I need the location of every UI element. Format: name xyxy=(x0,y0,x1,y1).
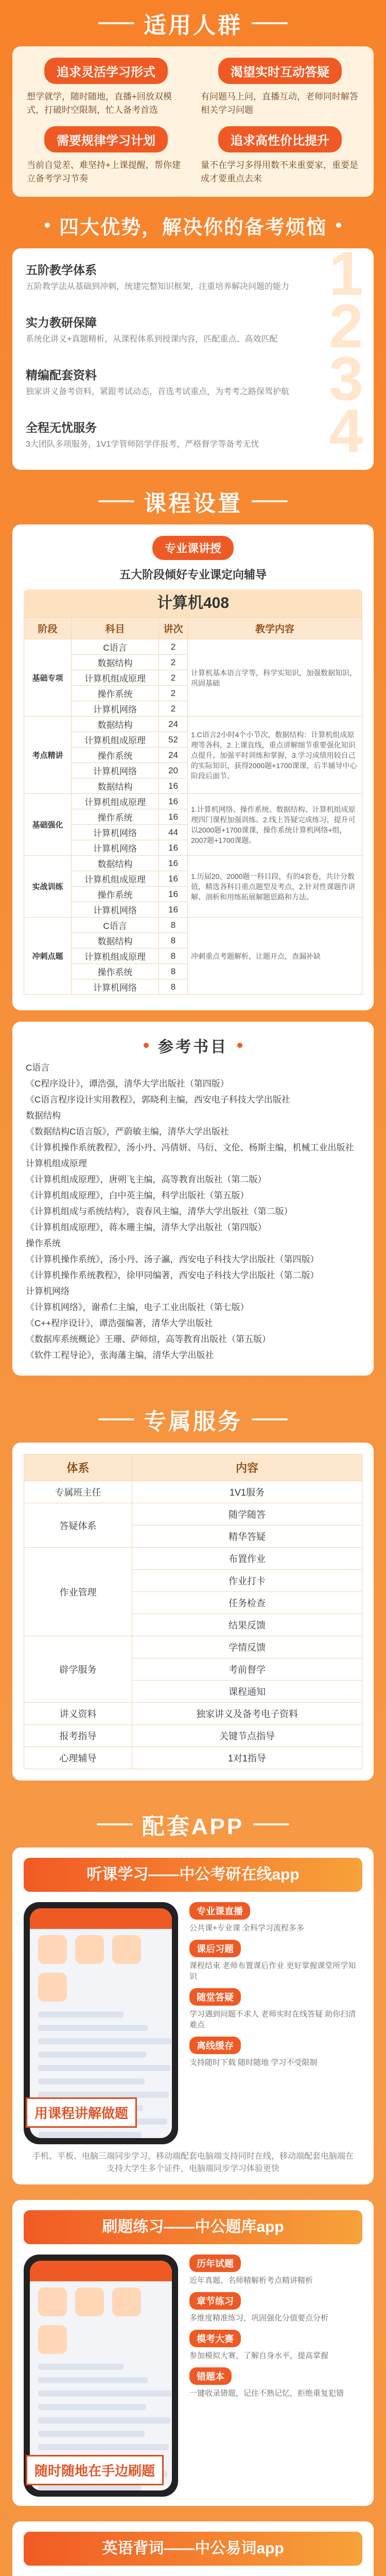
audience-item-tag: 追求灵活学习形式 xyxy=(44,58,168,84)
app-feature xyxy=(189,2037,362,2068)
subject-cell: 计算机网络 xyxy=(72,825,159,840)
sessions-cell: 2 xyxy=(159,639,188,655)
sessions-cell: 2 xyxy=(159,655,188,670)
title-dash xyxy=(252,1418,288,1420)
services-system: 专属班主任 xyxy=(24,1481,132,1503)
advantage-title: 五阶教学体系 xyxy=(26,263,97,277)
title-dot xyxy=(144,1043,149,1048)
phone-text-line xyxy=(38,2444,169,2450)
advantage-number: 3 xyxy=(329,344,363,413)
audience-item-tag: 追求高性价比提升 xyxy=(218,126,342,152)
app-feature xyxy=(189,2367,362,2399)
sessions-cell: 16 xyxy=(159,840,188,856)
book-line: 《软件工程导论》，张海藩主编，清华大学出版社 xyxy=(26,1350,214,1360)
audience-item-desc: 量不在学习多得用数不来重要家，重要是成才要重点去来 xyxy=(201,160,358,183)
apps-list xyxy=(12,1848,374,2576)
app-card xyxy=(12,1848,374,2184)
title-dash xyxy=(98,1418,134,1420)
app-feature-desc: 支持随时下载 随时随地 学习不受限制 xyxy=(189,2058,318,2067)
sessions-cell: 16 xyxy=(159,778,188,794)
subject-cell: 计算机网络 xyxy=(72,840,159,856)
content-cell: 1.计算机网络、操作系统、数据结构、计算机组成原理四门课程加强训练。2.线上答疑完成练习，提升可以2000题+1700课课，操作系统计算机网络+组，2007题+1700课题。 xyxy=(188,794,362,856)
book-line: 《计算机操作系统》，汤小丹、汤子瀛，西安电子科技大学出版社（第四版） xyxy=(26,1255,319,1264)
services-row xyxy=(24,1747,362,1769)
services-item: 任务检查 xyxy=(132,1592,362,1614)
sessions-cell: 2 xyxy=(159,670,188,686)
title-dash xyxy=(252,500,288,502)
services-row xyxy=(24,1548,362,1570)
services-item: 结果反馈 xyxy=(132,1614,362,1636)
phone-tile-icon xyxy=(112,1935,141,1964)
services-header-cell: 内容 xyxy=(132,1454,362,1481)
subject-cell: 操作系统 xyxy=(72,748,159,763)
content-cell: 1.历届20、2000题一科目段，有的4套卷，共计分数值，精选各科目重点题型及考点，2.针对性课题作讲解、剖析和用练拓展解题思路和方法。 xyxy=(188,856,362,918)
services-row xyxy=(24,1725,362,1747)
title-dash xyxy=(253,1823,289,1825)
audience-grid xyxy=(12,46,374,197)
advantage-item xyxy=(12,397,374,466)
audience-item xyxy=(198,126,362,185)
app-card xyxy=(12,2521,374,2576)
services-row xyxy=(24,1703,362,1725)
app-feature xyxy=(189,2255,362,2286)
curriculum-subtitle: 五大阶段倾好专业课定向辅导 xyxy=(119,568,267,581)
sessions-cell: 24 xyxy=(159,717,188,732)
services-item: 精华答疑 xyxy=(132,1526,362,1548)
book-line: 计算机组成原理 xyxy=(26,1159,87,1168)
audience-item xyxy=(24,126,188,185)
services-system: 作业管理 xyxy=(24,1548,132,1636)
book-line: 计算机网络 xyxy=(26,1286,69,1296)
audience-card xyxy=(12,46,374,197)
advantage-title: 实力教研保障 xyxy=(26,316,97,329)
services-row xyxy=(24,1503,362,1526)
app-stamp: 用课程讲解做题 xyxy=(26,2097,137,2128)
app-feature-desc: 课程结束 老师布置课后作业 更好掌握课堂所学知识 xyxy=(189,1961,356,1981)
audience-title-text: 适用人群 xyxy=(144,13,242,38)
services-title-text: 专属服务 xyxy=(144,1409,242,1434)
book-line: 《数据结构C语言版》，严蔚敏主编，清华大学出版社 xyxy=(26,1127,229,1137)
services-item: 作业打卡 xyxy=(132,1570,362,1592)
app-feature xyxy=(189,2330,362,2361)
phone-tile-icon xyxy=(38,2325,67,2354)
table-row xyxy=(24,794,362,809)
app-feature-list xyxy=(189,1902,362,2144)
app-feature-tag: 历年试题 xyxy=(189,2255,241,2272)
books-title-text: 参考书目 xyxy=(158,1039,228,1056)
services-system: 心理辅导 xyxy=(24,1747,132,1769)
app-feature-desc: 多维度精准练习，巩固强化分值要点分析 xyxy=(189,2314,329,2323)
services-system: 答疑体系 xyxy=(24,1503,132,1548)
phone-tile-icon xyxy=(38,2287,67,2316)
stage-name: 基础强化 xyxy=(24,794,72,856)
app-feature-desc: 公共课+专业课 全科学习流程多多 xyxy=(189,1924,304,1933)
sessions-cell: 2 xyxy=(159,701,188,717)
sessions-cell: 8 xyxy=(159,964,188,979)
book-line: 数据结构 xyxy=(26,1111,61,1121)
phone-text-line xyxy=(38,2417,170,2424)
subject-cell: 数据结构 xyxy=(72,778,159,794)
title-dot xyxy=(45,223,50,228)
services-item: 独家讲义及备考电子资料 xyxy=(132,1703,362,1725)
audience-section xyxy=(12,0,374,197)
table-header-row xyxy=(24,618,362,639)
subject-cell: 计算机网络 xyxy=(72,701,159,717)
services-system: 报考指导 xyxy=(24,1725,132,1747)
curriculum-title-text: 课程设置 xyxy=(144,491,242,516)
stage-name: 冲刺点题 xyxy=(24,918,72,995)
books-title xyxy=(26,1031,360,1060)
services-header-row xyxy=(24,1454,362,1481)
book-line: 《计算机网络》，谢希仁主编，电子工业出版社（第七版） xyxy=(26,1302,249,1312)
content-cell: 计算机基本语言学等，科学实知识，加强数据知识，巩固基础 xyxy=(188,639,362,717)
audience-item-desc: 有问题马上问，直播互动，老师同时解答相关学习问题 xyxy=(201,92,358,115)
books-list xyxy=(26,1060,360,1363)
books-card xyxy=(12,1022,374,1376)
curriculum-title xyxy=(12,478,374,524)
table-header-cell: 阶段 xyxy=(24,618,72,639)
sessions-cell: 16 xyxy=(159,794,188,809)
sessions-cell: 8 xyxy=(159,948,188,964)
book-line: 《计算机组成与系统结构》，袁春风主编，清华大学出版社（第二版） xyxy=(26,1207,293,1216)
advantage-desc: 独家讲义备考资料，紧跟考试动态，首选考试重点，为考考之路保驾护航 xyxy=(26,387,290,396)
services-item: 布置作业 xyxy=(132,1548,362,1570)
phone-tile-icon xyxy=(75,2287,104,2316)
book-line: 《计算机组成原理》，蒋本珊主编，清华大学出版社（第四版） xyxy=(26,1223,267,1232)
apps-section xyxy=(12,1801,374,2576)
app-feature xyxy=(189,1988,362,2030)
advantage-desc: 五阶教学法从基础到冲刺，统建完整知识框架，注重培养解决问题的能力 xyxy=(26,282,290,291)
app-note: 手机、平板、电脑三端同步学习，移动端配套电脑端支持同时在线，移动端配套电脑端在支持大学生多个证件，电脑端同步学习体验更快 xyxy=(32,2152,354,2173)
phone-tile-icon xyxy=(75,1935,104,1964)
subject-cell: C语言 xyxy=(72,639,159,655)
subject-cell: 计算机组成原理 xyxy=(72,794,159,809)
app-feature-tag: 课后习题 xyxy=(189,1940,241,1957)
advantage-title: 全程无忧服务 xyxy=(26,421,97,434)
sessions-cell: 16 xyxy=(159,887,188,902)
subject-cell: 数据结构 xyxy=(72,717,159,732)
phone-text-line xyxy=(38,2065,170,2071)
table-header-cell: 讲次 xyxy=(159,618,188,639)
advantage-item xyxy=(12,239,374,308)
app-feature-desc: 学习遇到问题不求人 老师实时在线答疑 助你扫清难点 xyxy=(189,2010,356,2029)
app-feature-tag: 错题本 xyxy=(189,2367,232,2385)
advantage-item xyxy=(12,292,374,361)
curriculum-subtitle-tag: 专业课讲授 xyxy=(152,536,234,560)
table-header-cell: 科目 xyxy=(72,618,159,639)
app-feature-list xyxy=(189,2255,362,2497)
sessions-cell: 16 xyxy=(159,871,188,887)
phone-text-line xyxy=(38,2404,146,2410)
table-row xyxy=(24,639,362,655)
services-row xyxy=(24,1481,362,1503)
advantage-number: 1 xyxy=(329,239,363,308)
advantages-title xyxy=(12,202,374,248)
phone-text-line xyxy=(38,2391,171,2397)
subject-cell: 计算机组成原理 xyxy=(72,670,159,686)
content-cell: 1.C语言2小时4个小节次，数据结构：计算机组成原理等各科，2.上课直线，重点讲解细节重要强化知识点提升。加强平时训练和掌握，3.学习成绩用较自己的实际知识，获得2000题+1700课课，后半辅导中心阶段后面节。 xyxy=(188,717,362,794)
app-feature-tag: 随堂答疑 xyxy=(189,1988,241,2006)
app-feature-tag: 章节练习 xyxy=(189,2292,241,2310)
services-system: 辟学服务 xyxy=(24,1636,132,1703)
app-feature-desc: 一键收录错题，记住不熟记忆，拒绝重复犯错 xyxy=(189,2389,344,2398)
title-dash xyxy=(97,1823,133,1825)
subject-cell: 操作系统 xyxy=(72,809,159,825)
services-header-cell: 体系 xyxy=(24,1454,132,1481)
services-item: 课程通知 xyxy=(132,1681,362,1703)
phone-text-line xyxy=(38,2078,145,2084)
curriculum-table xyxy=(24,617,362,995)
app-card xyxy=(12,2200,374,2506)
curriculum-card xyxy=(12,524,374,1010)
services-system: 讲义资料 xyxy=(24,1703,132,1725)
subject-cell: 数据结构 xyxy=(72,933,159,948)
sessions-cell: 44 xyxy=(159,825,188,840)
services-item: 关键节点指导 xyxy=(132,1725,362,1747)
phone-text-line xyxy=(38,2431,145,2437)
phone-text-line xyxy=(38,2364,124,2370)
phone-text-line xyxy=(38,2377,148,2383)
stage-name: 实战训练 xyxy=(24,856,72,918)
advantages-card xyxy=(12,239,374,470)
curriculum-subtitle-tag-wrap xyxy=(24,536,362,560)
phone-tile-icon xyxy=(38,1973,67,2002)
sessions-cell: 2 xyxy=(159,686,188,701)
advantage-number: 2 xyxy=(329,292,363,361)
app-feature-desc: 近年真题、名师精解析考点精讲精析 xyxy=(189,2276,313,2285)
book-line: 《计算机操作系统教程》，徐甲同编著，西安电子科技大学出版社（第二版） xyxy=(26,1270,319,1280)
services-section xyxy=(12,1396,374,1781)
title-dot xyxy=(237,1043,242,1048)
phone-status-bar xyxy=(30,2261,172,2281)
book-line: 《数据库系统概论》王珊、萨师煊，高等教育出版社（第五版） xyxy=(26,1334,271,1344)
book-line: 《C++程序设计》，谭浩强编著，清华大学出版社 xyxy=(26,1318,213,1328)
table-header-cell: 教学内容 xyxy=(188,618,362,639)
app-feature xyxy=(189,2292,362,2324)
subject-cell: 数据结构 xyxy=(72,655,159,670)
advantages-section xyxy=(12,202,374,470)
subject-cell: 计算机网络 xyxy=(72,763,159,778)
subject-cell: 操作系统 xyxy=(72,964,159,979)
content-cell: 冲刺重点考题解析，让题开点，查漏补缺 xyxy=(188,918,362,995)
advantage-title: 精编配套资料 xyxy=(26,368,97,382)
sessions-cell: 20 xyxy=(159,763,188,778)
book-line: 《计算机组成原理》，白中英主编，科学出版社（第五版） xyxy=(26,1191,249,1200)
advantage-number: 4 xyxy=(329,397,363,466)
table-row xyxy=(24,918,362,933)
app-card-header: 刷题练习——中公题库app xyxy=(24,2210,362,2244)
app-stamp: 随时随地在手边刷题 xyxy=(26,2455,164,2485)
stage-name: 基础专项 xyxy=(24,639,72,717)
app-feature-desc: 参加模拟大赛，了解自身水平，提高掌握 xyxy=(189,2351,329,2360)
advantage-desc: 系统化讲义+真题精析，从课程体系到授课内容，匹配重点、高效匹配 xyxy=(26,335,278,344)
subject-cell: 计算机组成原理 xyxy=(72,732,159,748)
book-line: 《C程序设计》，谭浩强，清华大学出版社（第四版） xyxy=(26,1079,229,1089)
audience-item-desc: 想学就学，随时随地，直播+回放双模式，打破时空限制，忙人备考首选 xyxy=(27,92,172,115)
audience-item xyxy=(198,58,362,117)
audience-item xyxy=(24,58,188,117)
phone-text-line xyxy=(38,2025,148,2031)
advantage-item xyxy=(12,344,374,413)
title-dash xyxy=(98,22,134,24)
services-row xyxy=(24,1636,362,1658)
audience-item-tag: 需要规律学习计划 xyxy=(44,126,168,152)
book-line: 操作系统 xyxy=(26,1239,61,1248)
table-row xyxy=(24,717,362,732)
title-dot xyxy=(336,223,341,228)
audience-item-tag: 渴望实时互动答疑 xyxy=(218,58,342,84)
stage-name: 考点精讲 xyxy=(24,717,72,794)
subject-cell: 数据结构 xyxy=(72,856,159,871)
services-item: 1对1指导 xyxy=(132,1747,362,1769)
subject-cell: 操作系统 xyxy=(72,686,159,701)
title-dash xyxy=(252,22,288,24)
services-table xyxy=(24,1454,362,1769)
phone-text-line xyxy=(38,2132,142,2138)
subject-cell: 计算机组成原理 xyxy=(72,871,159,887)
sessions-cell: 16 xyxy=(159,856,188,871)
services-title xyxy=(12,1396,374,1443)
services-item: 学情反馈 xyxy=(132,1636,362,1658)
book-line: C语言 xyxy=(26,1063,50,1073)
subject-cell: 计算机网络 xyxy=(72,979,159,995)
advantage-desc: 3大团队多项服务，1V1学管师陪学伴报考，严格督学等备考无忧 xyxy=(26,440,259,449)
subject-cell: C语言 xyxy=(72,918,159,933)
app-card-header: 听课学习——中公考研在线app xyxy=(24,1858,362,1892)
services-item: 1V1服务 xyxy=(132,1481,362,1503)
curriculum-table-title: 计算机408 xyxy=(24,589,362,617)
sessions-cell: 16 xyxy=(159,902,188,918)
app-feature xyxy=(189,1902,362,1934)
advantages-title-text: 四大优势，解决你的备考烦恼 xyxy=(59,216,327,239)
table-row xyxy=(24,856,362,871)
app-feature xyxy=(189,1940,362,1982)
phone-text-line xyxy=(38,2011,124,2018)
sessions-cell: 16 xyxy=(159,809,188,825)
audience-item-desc: 当前自觉差、难坚持+上课提醒，帮你建立备考学习节奏 xyxy=(27,160,181,183)
apps-title xyxy=(12,1801,374,1848)
book-line: 《计算机组成原理》，唐朔飞主编，高等教育出版社（第二版） xyxy=(26,1175,267,1184)
title-dash xyxy=(98,500,134,502)
app-card-header: 英语背词——中公易词app xyxy=(24,2532,362,2566)
app-feature-tag: 离线缓存 xyxy=(189,2037,241,2054)
services-card xyxy=(12,1443,374,1781)
book-line: 《C语言程序设计实用教程》，郭晓利主编，西安电子科技大学出版社 xyxy=(26,1095,290,1105)
audience-title xyxy=(12,0,374,46)
services-item: 考前督学 xyxy=(132,1658,362,1681)
app-feature-tag: 专业课直播 xyxy=(189,1902,250,1920)
sessions-cell: 8 xyxy=(159,979,188,995)
phone-text-line xyxy=(38,2038,171,2044)
book-line: 《计算机操作系统教程》，汤小丹、冯倩妍、马衍、文伦、杨斯主编，机械工业出版社 xyxy=(26,1143,354,1153)
phone-text-line xyxy=(38,2052,146,2058)
phone-tile-icon xyxy=(112,2287,141,2316)
subject-cell: 操作系统 xyxy=(72,887,159,902)
services-item: 随学随答 xyxy=(132,1503,362,1526)
books-section xyxy=(12,1022,374,1376)
sessions-cell: 8 xyxy=(159,933,188,948)
sessions-cell: 52 xyxy=(159,732,188,748)
phone-status-bar xyxy=(30,1908,172,1929)
sessions-cell: 24 xyxy=(159,748,188,763)
subject-cell: 计算机网络 xyxy=(72,902,159,918)
phone-tile-icon xyxy=(38,1935,67,1964)
subject-cell: 计算机组成原理 xyxy=(72,948,159,964)
curriculum-section xyxy=(12,478,374,1010)
app-feature-tag: 模考大赛 xyxy=(189,2330,241,2347)
sessions-cell: 8 xyxy=(159,918,188,933)
apps-title-text: 配套APP xyxy=(142,1814,244,1839)
